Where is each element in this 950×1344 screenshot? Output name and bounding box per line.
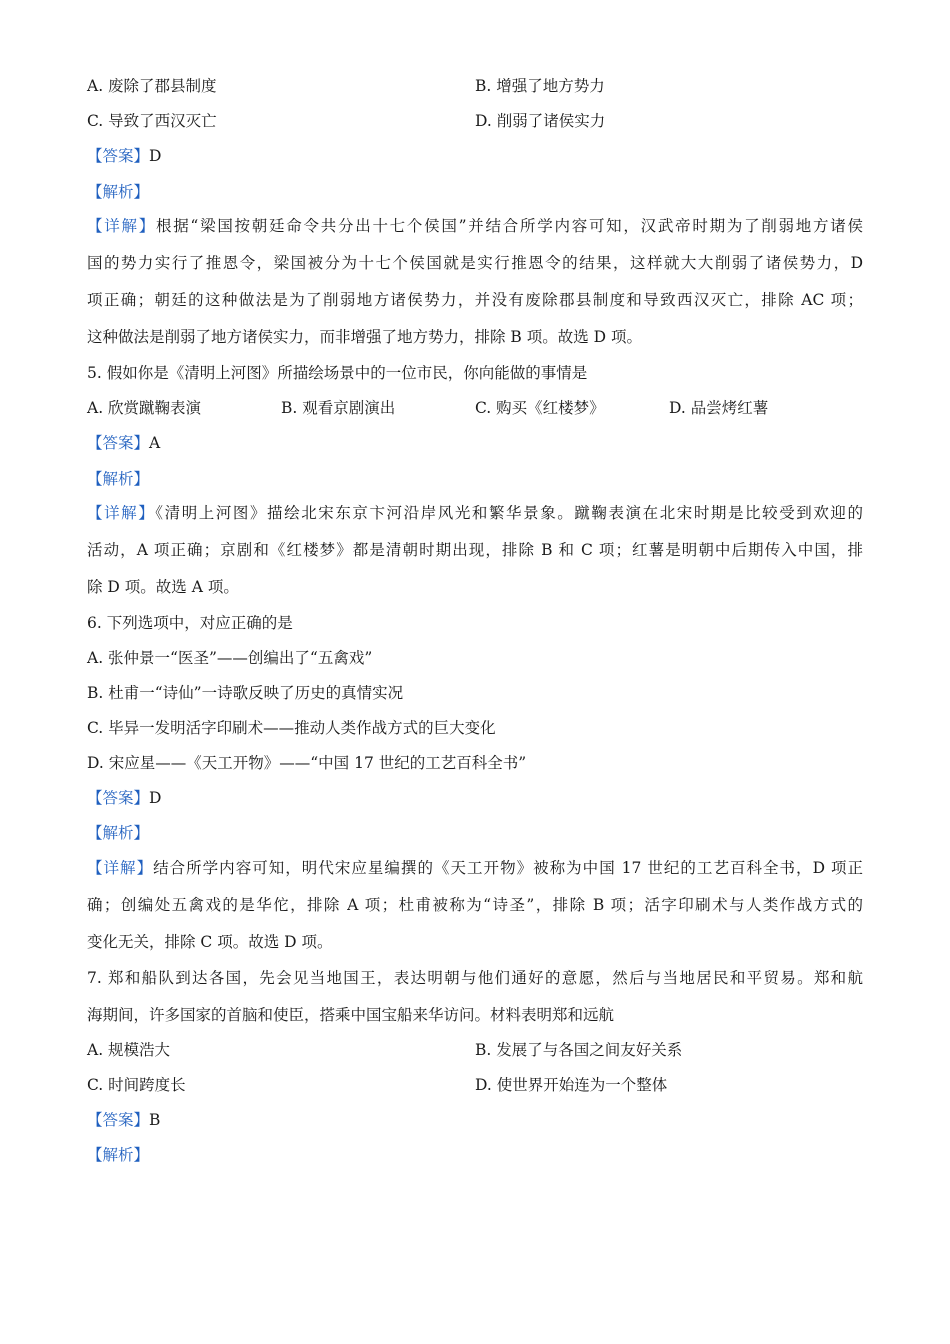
q6-option-d: D. 宋应星——《天工开物》——“中国 17 世纪的工艺百科全书” <box>87 754 527 772</box>
analysis-tag: 【解析】 <box>87 470 150 488</box>
answer-tag: 【答案】 <box>87 1111 150 1129</box>
q7-option-b: B. 发展了与各国之间友好关系 <box>475 1041 683 1059</box>
q6-question: 6. 下列选项中，对应正确的是 <box>87 614 293 632</box>
q6-answer: D <box>149 789 162 807</box>
q6-option-a: A. 张仲景一“医圣”——创编出了“五禽戏” <box>87 649 373 667</box>
q4-detail-line-2: 国的势力实行了推恩令，梁国被分为十七个侯国就是实行推恩令的结果，这样就大大削弱了诸侯势力，D <box>87 254 863 272</box>
q4-option-a: A. 废除了郡县制度 <box>87 77 217 95</box>
q4-detail-line-1 <box>87 215 863 237</box>
q4-answer-line <box>87 145 161 167</box>
q4-detail-line-4: 这种做法是削弱了地方诸侯实力，而非增强了地方势力，排除 B 项。故选 D 项。 <box>87 328 643 346</box>
q5-answer: A <box>149 434 161 452</box>
q5-detail-line-2: 活动，A 项正确；京剧和《红楼梦》都是清朝时期出现，排除 B 和 C 项；红薯是明朝中后期传入中国，排 <box>87 541 863 559</box>
q5-analysis-line <box>87 468 149 490</box>
q7-answer: B <box>149 1111 161 1129</box>
q5-option-b: B. 观看京剧演出 <box>281 399 396 417</box>
q5-detail-line-1 <box>87 502 863 524</box>
analysis-tag: 【解析】 <box>87 1146 150 1164</box>
q4-answer: D <box>149 147 162 165</box>
q7-option-c: C. 时间跨度长 <box>87 1076 186 1094</box>
detail-tag: 【详解】 <box>87 504 156 522</box>
q7-question-line-2: 海期间，许多国家的首脑和使臣，搭乘中国宝船来华访问。材料表明郑和远航 <box>87 1006 615 1024</box>
q5-question: 5. 假如你是《清明上河图》所描绘场景中的一位市民，你向能做的事情是 <box>87 364 588 382</box>
q6-option-b: B. 杜甫一“诗仙”一诗歌反映了历史的真情实况 <box>87 684 404 702</box>
answer-tag: 【答案】 <box>87 789 150 807</box>
q7-question-line-1: 7. 郑和船队到达各国，先会见当地国王，表达明朝与他们通好的意愿，然后与当地居民和平贸易。郑和航 <box>87 969 863 987</box>
q5-option-a: A. 欣赏蹴鞠表演 <box>87 399 202 417</box>
q4-detail-text-1: 根据“梁国按朝廷命令共分出十七个侯国”并结合所学内容可知，汉武帝时期为了削弱地方诸侯 <box>155 217 863 235</box>
q4-option-b: B. 增强了地方势力 <box>475 77 605 95</box>
q6-detail-text-1: 结合所学内容可知，明代宋应星编撰的《天工开物》被称为中国 17 世纪的工艺百科全书，D 项正 <box>153 859 863 877</box>
q7-analysis-line <box>87 1144 149 1166</box>
q4-analysis-line <box>87 181 149 203</box>
detail-tag: 【详解】 <box>87 217 156 235</box>
q6-detail-line-1 <box>87 857 863 879</box>
q4-option-d: D. 削弱了诸侯实力 <box>475 112 606 130</box>
q5-option-d: D. 品尝烤红薯 <box>669 399 769 417</box>
q4-detail-line-3: 项正确；朝廷的这种做法是为了削弱地方诸侯势力，并没有废除郡县制度和导致西汉灭亡，排除 AC 项； <box>87 291 863 309</box>
answer-tag: 【答案】 <box>87 147 150 165</box>
analysis-tag: 【解析】 <box>87 824 150 842</box>
q5-detail-line-3: 除 D 项。故选 A 项。 <box>87 578 239 596</box>
q7-answer-line <box>87 1109 160 1131</box>
q7-option-d: D. 使世界开始连为一个整体 <box>475 1076 668 1094</box>
analysis-tag: 【解析】 <box>87 183 150 201</box>
q5-option-c: C. 购买《红楼梦》 <box>475 399 605 417</box>
q6-analysis-line <box>87 822 149 844</box>
q6-detail-line-3: 变化无关，排除 C 项。故选 D 项。 <box>87 933 333 951</box>
q6-answer-line <box>87 787 161 809</box>
answer-tag: 【答案】 <box>87 434 150 452</box>
q7-option-a: A. 规模浩大 <box>87 1041 171 1059</box>
q6-detail-line-2: 确；创编处五禽戏的是华佗，排除 A 项；杜甫被称为“诗圣”，排除 B 项；活字印刷术与人类作战方式的 <box>87 896 863 914</box>
q6-option-c: C. 毕异一发明活字印刷术——推动人类作战方式的巨大变化 <box>87 719 496 737</box>
q4-option-c: C. 导致了西汉灭亡 <box>87 112 217 130</box>
q5-answer-line <box>87 432 160 454</box>
detail-tag: 【详解】 <box>87 859 154 877</box>
q5-detail-text-1: 《清明上河图》描绘北宋东京卞河沿岸风光和繁华景象。蹴鞠表演在北宋时期是比较受到欢迎的 <box>155 504 863 522</box>
